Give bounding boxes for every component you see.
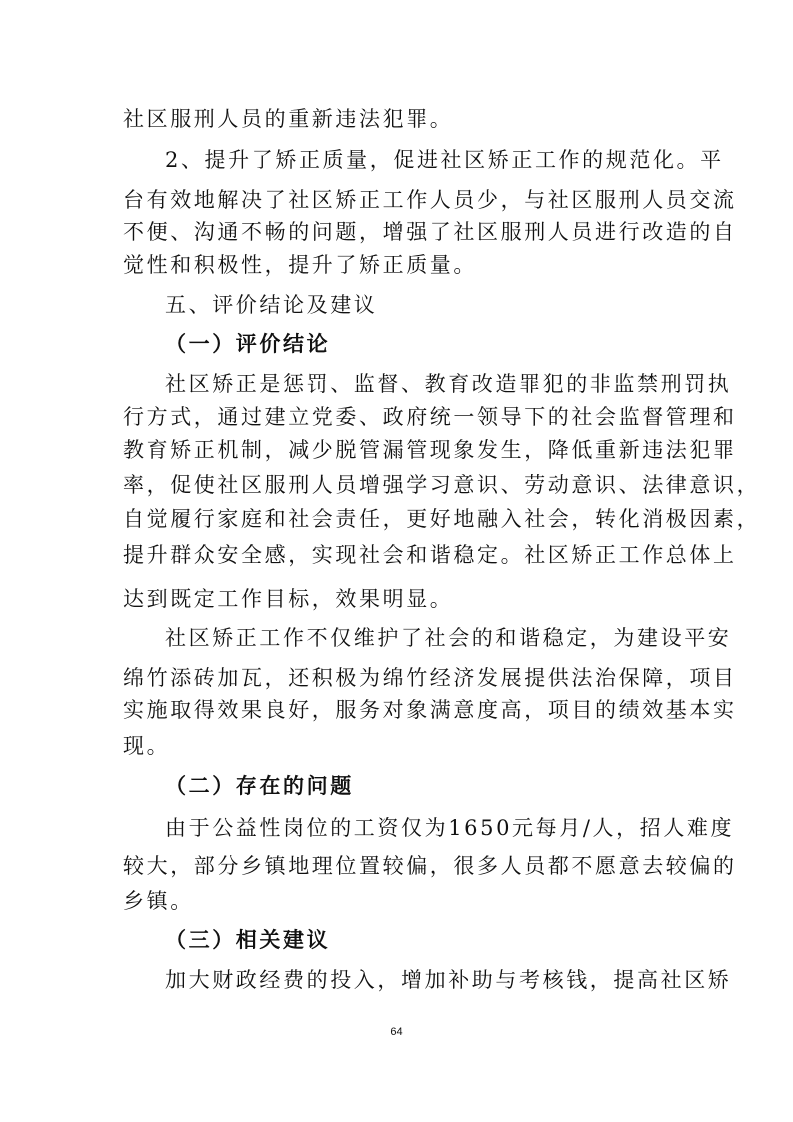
subsection-heading: （一）评价结论 [165, 332, 331, 356]
body-line: 不便、沟通不畅的问题，增强了社区服刑人员进行改造的自 [123, 220, 737, 244]
body-line: 教育矫正机制，减少脱管漏管现象发生，降低重新违法犯罪 [123, 438, 737, 462]
subsection-heading: （三）相关建议 [165, 928, 331, 952]
body-line: 现。 [123, 734, 171, 758]
body-line: 觉性和积极性，提升了矫正质量。 [123, 253, 477, 277]
section-heading: 五、评价结论及建议 [165, 293, 378, 317]
body-line: 行方式，通过建立党委、政府统一领导下的社会监督管理和 [123, 405, 737, 429]
body-line: 率，促使社区服刑人员增强学习意识、劳动意识、法律意识， [123, 473, 761, 497]
body-line: 社区矫正工作不仅维护了社会的和谐稳定，为建设平安 [165, 626, 732, 650]
subsection-heading: （二）存在的问题 [165, 774, 354, 798]
body-line: 加大财政经费的投入，增加补助与考核钱，提高社区矫 [165, 968, 732, 992]
body-line: 绵竹添砖加瓦，还积极为绵竹经济发展提供法治保障，项目 [123, 666, 737, 690]
page-number: 64 [390, 1026, 403, 1038]
body-line: 台有效地解决了社区矫正工作人员少，与社区服刑人员交流 [123, 188, 737, 212]
body-line: 社区矫正是惩罚、监督、教育改造罪犯的非监禁刑罚执 [165, 372, 732, 396]
body-line: 较大，部分乡镇地理位置较偏，很多人员都不愿意去较偏的 [123, 854, 737, 878]
body-line: 乡镇。 [123, 889, 194, 913]
body-line: 实施取得效果良好，服务对象满意度高，项目的绩效基本实 [123, 698, 737, 722]
body-line: 提升群众安全感，实现社会和谐稳定。社区矫正工作总体上 [123, 543, 737, 567]
body-line: 2、提升了矫正质量，促进社区矫正工作的规范化。平 [165, 148, 724, 172]
body-line: 达到既定工作目标，效果明显。 [123, 587, 454, 611]
body-line: 社区服刑人员的重新违法犯罪。 [123, 107, 454, 131]
body-line: 由于公益性岗位的工资仅为1650元每月/人，招人难度 [165, 816, 735, 840]
body-line: 自觉履行家庭和社会责任，更好地融入社会，转化消极因素， [123, 507, 761, 531]
